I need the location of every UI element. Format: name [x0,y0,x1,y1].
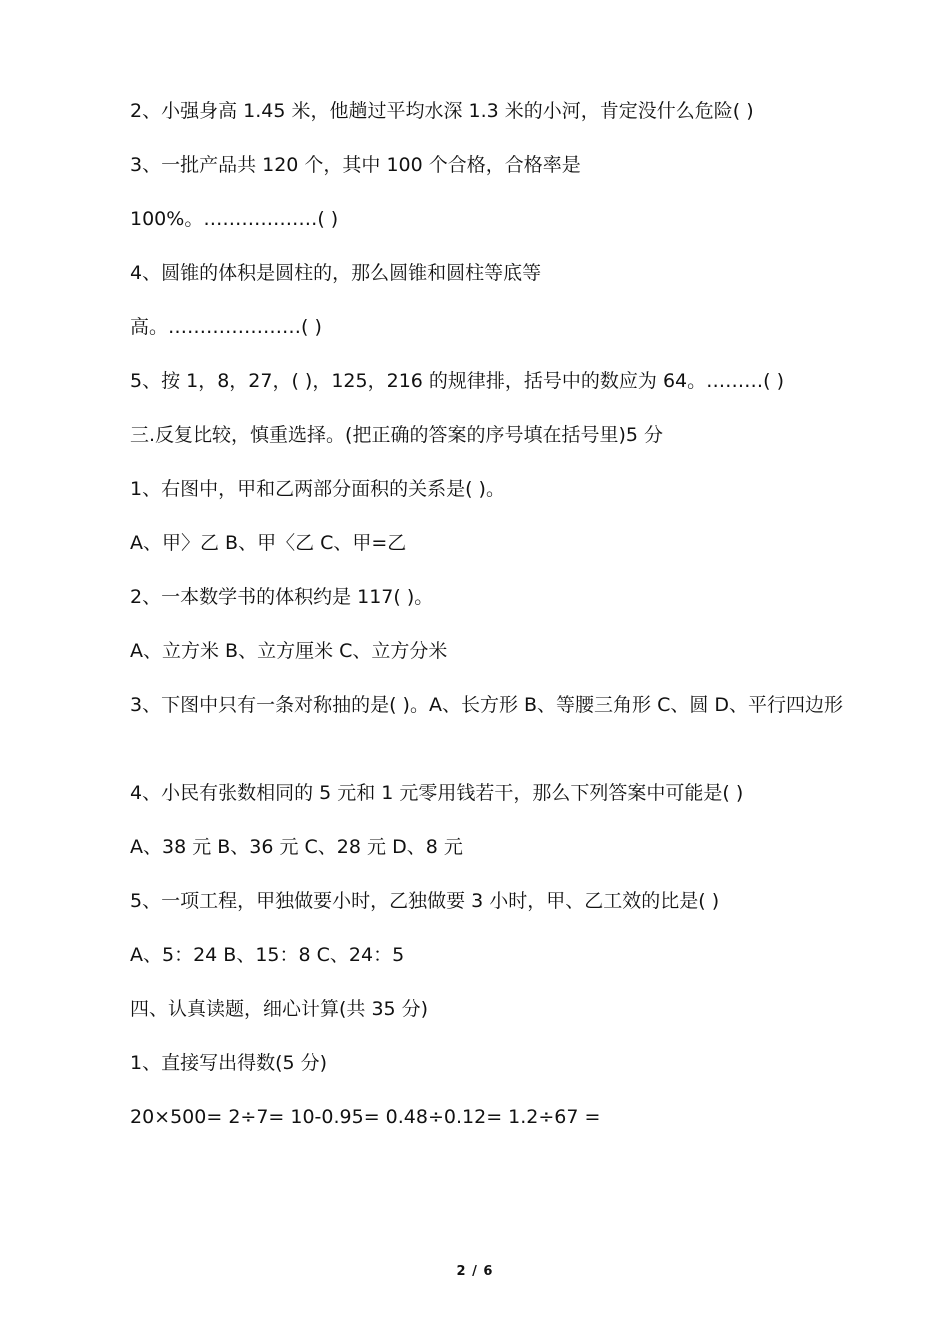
question-4-truefalse-line1: 4、圆锥的体积是圆柱的，那么圆锥和圆柱等底等 [130,262,542,284]
calc-question-1: 1、直接写出得数(5 分) [130,1052,328,1074]
choice-question-2-options: A、立方米 B、立方厘米 C、立方分米 [130,640,448,662]
choice-question-5-options: A、5：24 B、15：8 C、24：5 [130,944,405,966]
calc-expressions: 20×500= 2÷7= 10-0.95= 0.48÷0.12= 1.2÷67 = [130,1106,601,1128]
choice-question-4: 4、小民有张数相同的 5 元和 1 元零用钱若干，那么下列答案中可能是( ) [130,782,744,804]
page-number: 2 / 6 [456,1264,494,1279]
choice-question-2: 2、一本数学书的体积约是 117( )。 [130,586,434,608]
question-3-truefalse-line1: 3、一批产品共 120 个，其中 100 个合格，合格率是 [130,154,581,176]
choice-question-3: 3、下图中只有一条对称抽的是( )。A、长方形 B、等腰三角形 C、圆 D、平行四边形 [130,694,844,716]
question-4-truefalse-line2: 高。…………………( ) [130,316,322,338]
section-3-heading: 三.反复比较，慎重选择。(把正确的答案的序号填在括号里)5 分 [130,424,663,446]
choice-question-1-options: A、甲〉乙 B、甲〈乙 C、甲=乙 [130,532,407,554]
question-2-truefalse: 2、小强身高 1.45 米，他趟过平均水深 1.3 米的小河，肯定没什么危险( ) [130,100,754,122]
question-3-truefalse-line2: 100%。………………( ) [130,208,339,230]
choice-question-4-options: A、38 元 B、36 元 C、28 元 D、8 元 [130,836,463,858]
choice-question-5: 5、一项工程，甲独做要小时，乙独做要 3 小时，甲、乙工效的比是( ) [130,890,720,912]
choice-question-1: 1、右图中，甲和乙两部分面积的关系是( )。 [130,478,505,500]
question-5-truefalse: 5、按 1，8，27，( )，125，216 的规律排，括号中的数应为 64。………( ) [130,370,784,392]
section-4-heading: 四、认真读题，细心计算(共 35 分) [130,998,429,1020]
